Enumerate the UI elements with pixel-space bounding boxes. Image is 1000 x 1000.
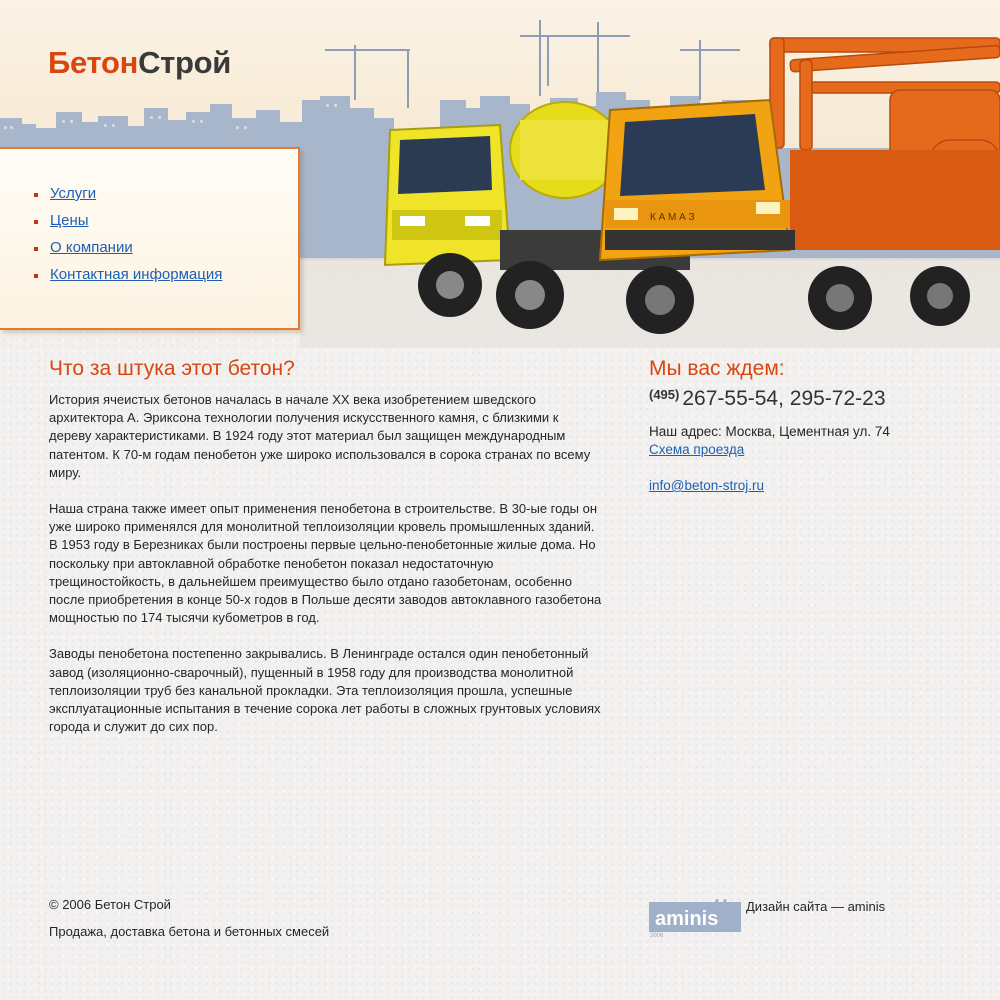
nav-item-services — [34, 185, 222, 212]
article-paragraph-2: Наша страна также имеет опыт применения пенобетона в строительстве. В 30-ые годы он уже широко применялся для монолитной теплоизоляции кровель промышленных зданий. В 1953 году в Березниках были построены первые цельно-пенобетонные жилые дома. Но поскольку при автоклавной обработке пенобетон показал недостаточную трещиностойкость, в дальнейшем преимущество было отдано газобетонам, особенно после приобретения в конце 50-х годов в Польше десяти заводов автоклавного газобетона мощностью по 174 тысячи кубометров в год. — [49, 501, 602, 626]
email-link[interactable]: info@beton-stroj.ru — [649, 478, 765, 493]
phone-numbers: 267-55-54, 295-72-23 — [682, 387, 886, 410]
contact-sidebar — [649, 357, 949, 495]
article-title: Что за штука этот бетон? — [49, 357, 295, 380]
article-paragraph-1: История ячеистых бетонов началась в начале XX века изобретением шведского архитектора А. Эриксона технологии получения искусственного камня, с близкими к дереву характеристиками. В 1924 году этот материал был защищен международным патентом. К 70-м годам пенобетон уже широко использовался в сорока странах по всему миру. — [49, 392, 591, 480]
nav-link-about[interactable]: О компании — [50, 239, 133, 256]
site-logo[interactable] — [48, 45, 231, 81]
main-content — [49, 357, 604, 754]
logo-part-2: Строй — [138, 45, 232, 80]
footer-info — [49, 897, 329, 939]
nav-item-prices — [34, 212, 222, 239]
svg-text:К А М А З: К А М А З — [650, 212, 695, 223]
aminis-logo-year: 2006 — [650, 933, 664, 937]
nav-item-about — [34, 239, 222, 266]
bullet-icon — [34, 220, 38, 224]
phone-area-code: (495) — [649, 387, 680, 402]
design-credit-text[interactable]: Дизайн сайта — aminis — [746, 899, 886, 914]
aminis-logo-text: aminis — [655, 908, 719, 930]
nav-item-contacts — [34, 266, 222, 293]
trucks-illustration — [370, 30, 1000, 340]
aminis-logo[interactable] — [649, 899, 741, 937]
address-text: Наш адрес: Москва, Цементная ул. 74 — [649, 424, 890, 439]
phone-block — [649, 387, 949, 411]
nav-link-services[interactable]: Услуги — [50, 185, 97, 202]
bullet-icon — [34, 193, 38, 197]
bullet-icon — [34, 274, 38, 278]
footer-tagline: Продажа, доставка бетона и бетонных смесей — [49, 924, 330, 939]
copyright-text: © 2006 Бетон Строй — [49, 897, 171, 912]
nav-link-contacts[interactable]: Контактная информация — [50, 266, 223, 283]
nav-link-prices[interactable]: Цены — [50, 212, 89, 229]
main-navigation — [0, 147, 300, 330]
header — [0, 0, 1000, 350]
bullet-icon — [34, 247, 38, 251]
contact-title: Мы вас ждем: — [649, 357, 785, 380]
map-link[interactable]: Схема проезда — [649, 442, 745, 457]
article-paragraph-3: Заводы пенобетона постепенно закрывались. В Ленинграде остался один пенобетонный завод (изоляционно-сварочный), пущенный в 1958 году для производства монолитной теплоизоляции труб без канальной прокладки. Эта теплоизоляция прошла, успешные эксплуатационные испытания в течение сорока лет работы в сложных грунтовых условиях города и служит до сих пор. — [49, 646, 601, 735]
logo-part-1: Бетон — [48, 45, 139, 80]
